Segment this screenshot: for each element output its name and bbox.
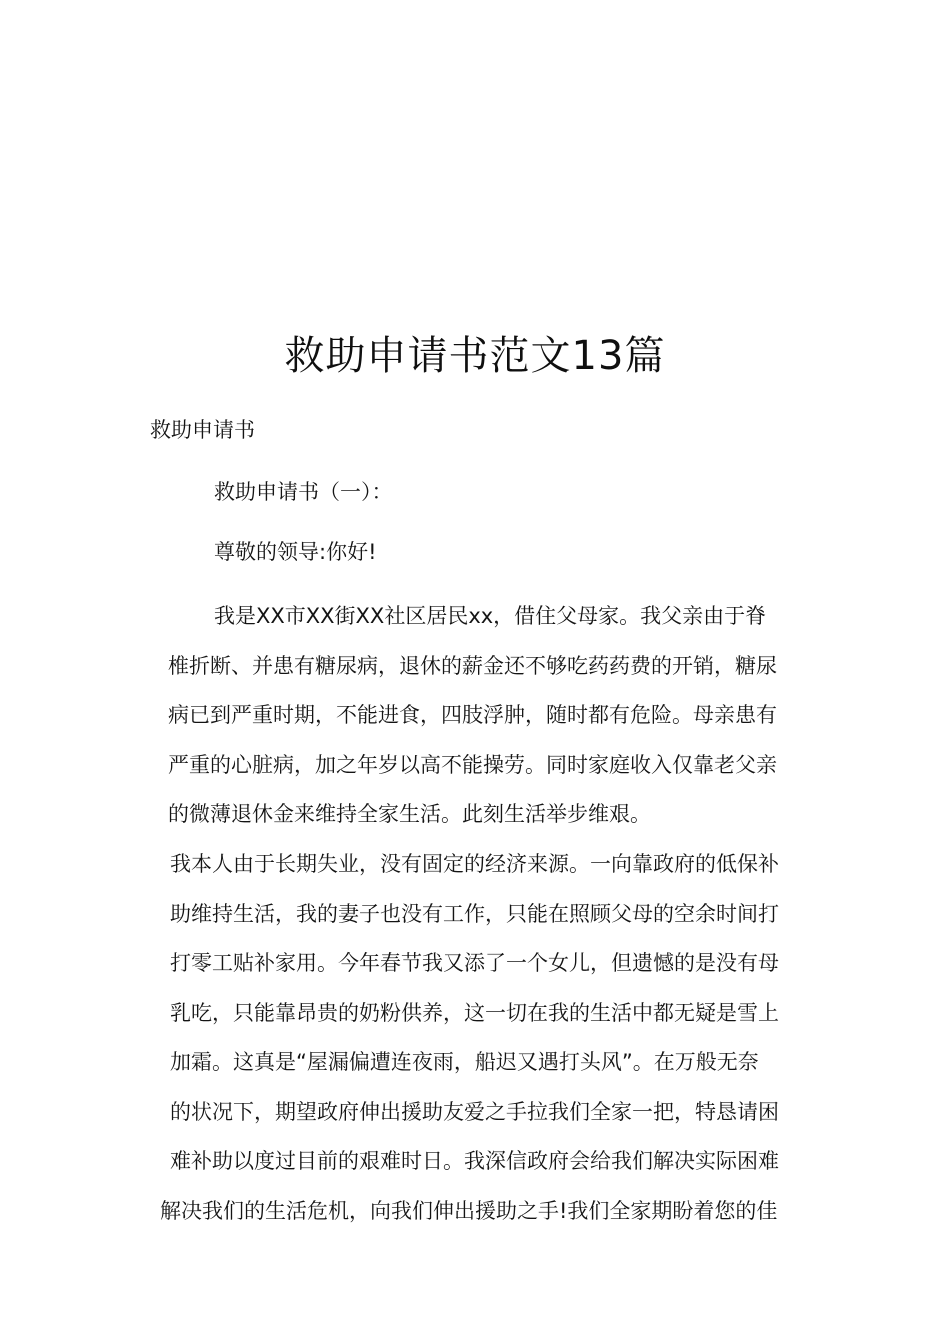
document-title: 救助申请书范文13篇 [284, 333, 666, 379]
paragraph-line: 病已到严重时期，不能进食，四肢浮肿，随时都有危险。母亲患有 [168, 703, 777, 727]
paragraph-line: 椎折断、并患有糖尿病，退休的薪金还不够吃药药费的开销，糖尿 [168, 653, 777, 678]
paragraph-2 [160, 840, 779, 1236]
paragraph-line: 助维持生活，我的妻子也没有工作，只能在照顾父母的空余时间打 [170, 901, 779, 926]
paragraph-line: 我本人由于长期失业，没有固定的经济来源。一向靠政府的低保补 [170, 852, 779, 876]
paragraph-line: 难补助以度过目前的艰难时日。我深信政府会给我们解决实际困难 [170, 1149, 779, 1173]
paragraph-line: 的状况下，期望政府伸出援助友爱之手拉我们全家一把，特恳请困 [170, 1099, 779, 1124]
paragraph-line: 我是XX市XX街XX社区居民xx，借住父母家。我父亲由于脊 [214, 604, 767, 628]
paragraph-line: 解决我们的生活危机，向我们伸出援助之手!我们全家期盼着您的佳 [160, 1198, 778, 1223]
paragraph-line: 加霜。这真是“屋漏偏遭连夜雨，船迟又遇打头风”。在万般无奈 [170, 1050, 759, 1074]
salutation: 尊敬的领导:你好! [214, 540, 377, 564]
paragraph-line: 打零工贴补家用。今年春节我又添了一个女儿，但遗憾的是没有母 [170, 951, 779, 975]
paragraph-line: 的微薄退休金来维持全家生活。此刻生活举步维艰。 [168, 802, 651, 826]
paragraph-1 [168, 592, 777, 840]
paragraph-line: 乳吃，只能靠昂贵的奶粉供养，这一切在我的生活中都无疑是雪上 [170, 1000, 779, 1025]
paragraph-line: 严重的心脏病，加之年岁以高不能操劳。同时家庭收入仅靠老父亲 [168, 752, 777, 777]
subheading: 救助申请书 [150, 418, 255, 442]
section-intro: 救助申请书（一）： [214, 480, 393, 504]
